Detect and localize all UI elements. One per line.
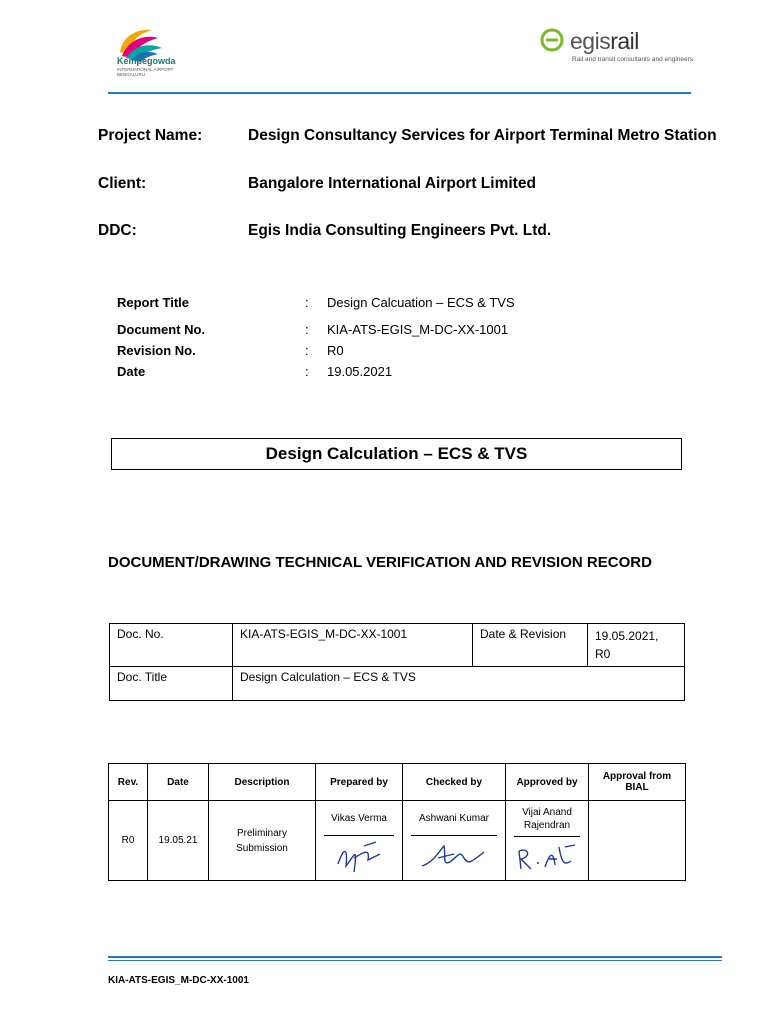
header-checked-by: Checked by — [403, 764, 506, 801]
document-no-label: Document No. — [117, 322, 206, 337]
table-header-row — [109, 764, 686, 801]
header-approved-by: Approved by — [506, 764, 589, 801]
date-revision-date: 19.05.2021, — [595, 629, 659, 643]
footer-divider — [108, 956, 722, 958]
date-label: Date — [117, 364, 146, 379]
report-title-label: Report Title — [117, 295, 189, 310]
document-no-value: KIA-ATS-EGIS_M-DC-XX-1001 — [327, 322, 509, 337]
prepared-by-signature — [324, 836, 394, 876]
header-description: Description — [209, 764, 316, 801]
ddc-label: DDC: — [98, 222, 137, 239]
approved-by-name: Vijai Anand Rajendran — [522, 807, 572, 831]
cell-checked-by — [403, 801, 506, 881]
cell-date: 19.05.21 — [148, 801, 209, 881]
egis-brand: egis — [570, 28, 611, 54]
date-value: 19.05.2021 — [327, 364, 393, 379]
egis-e-icon — [540, 28, 564, 52]
revision-record-table — [108, 763, 686, 881]
kempegowda-logo-name: Kempegowda — [117, 56, 176, 66]
date-colon: : — [305, 364, 309, 379]
cell-approval-bial — [589, 801, 686, 881]
date-revision-value-cell — [588, 624, 685, 667]
client-label: Client: — [98, 175, 147, 192]
egis-rail-logo — [570, 28, 639, 55]
checked-by-signature — [414, 836, 494, 876]
table-row — [109, 801, 686, 881]
doc-title-label-cell: Doc. Title — [110, 667, 233, 701]
ddc-value: Egis India Consulting Engineers Pvt. Ltd. — [248, 222, 552, 239]
checked-by-name: Ashwani Kumar — [418, 813, 490, 824]
document-no-colon: : — [305, 322, 309, 337]
prepared-by-name: Vikas Verma — [331, 813, 387, 824]
document-info-table — [109, 623, 685, 701]
date-revision-rev: R0 — [595, 647, 611, 661]
cell-description: Preliminary Submission — [209, 801, 316, 881]
footer-divider-thin — [108, 960, 722, 961]
report-title-value: Design Calcuation – ECS & TVS — [327, 295, 515, 310]
egis-tagline: Rail and transit consultants and engineers — [572, 56, 694, 63]
revision-no-label: Revision No. — [117, 343, 196, 358]
section-heading: DOCUMENT/DRAWING TECHNICAL VERIFICATION AND REVISION RECORD — [108, 554, 652, 571]
report-title-colon: : — [305, 295, 309, 310]
revision-no-value: R0 — [327, 343, 344, 358]
approved-by-signature — [509, 837, 585, 877]
header-rev: Rev. — [109, 764, 148, 801]
header-prepared-by: Prepared by — [316, 764, 403, 801]
header-divider — [108, 92, 691, 94]
revision-no-colon: : — [305, 343, 309, 358]
document-title-box: Design Calculation – ECS & TVS — [111, 438, 682, 470]
table-row — [110, 667, 685, 701]
table-row — [110, 624, 685, 667]
doc-title-value-cell: Design Calculation – ECS & TVS — [233, 667, 685, 701]
cell-prepared-by — [316, 801, 403, 881]
footer-document-number: KIA-ATS-EGIS_M-DC-XX-1001 — [108, 975, 249, 986]
cell-approved-by — [506, 801, 589, 881]
kempegowda-logo-subtitle: INTERNATIONAL AIRPORT BENGALURU — [117, 67, 174, 77]
doc-no-value-cell: KIA-ATS-EGIS_M-DC-XX-1001 — [233, 624, 473, 667]
doc-no-label-cell: Doc. No. — [110, 624, 233, 667]
client-value: Bangalore International Airport Limited — [248, 175, 536, 192]
cell-rev: R0 — [109, 801, 148, 881]
header-date: Date — [148, 764, 209, 801]
project-name-value: Design Consultancy Services for Airport Terminal Metro Station — [248, 127, 717, 144]
project-name-label: Project Name: — [98, 127, 203, 144]
egis-brand-rail: rail — [610, 28, 639, 54]
header-approval-bial: Approval from BIAL — [589, 764, 686, 801]
date-revision-label-cell: Date & Revision — [473, 624, 588, 667]
